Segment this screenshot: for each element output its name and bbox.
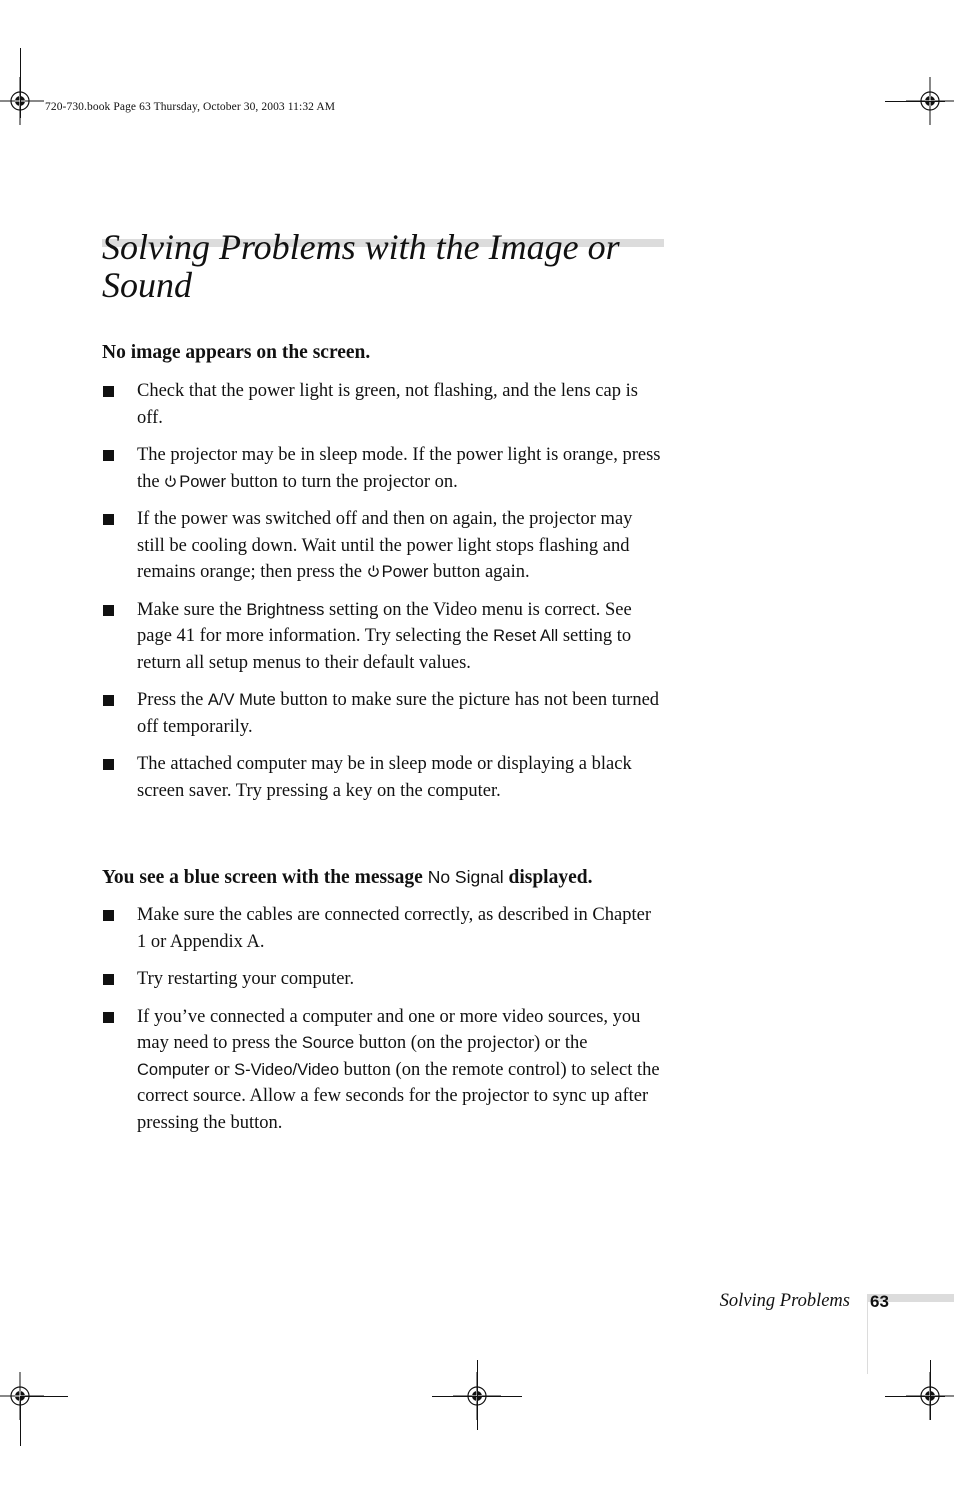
registration-mark-icon	[0, 77, 44, 125]
bullet-text: Make sure the	[137, 599, 247, 620]
power-button-label: Power	[179, 472, 227, 491]
crop-line	[885, 1396, 945, 1397]
bullet-list-no-signal	[102, 902, 664, 1147]
list-item	[102, 1004, 664, 1137]
list-item	[102, 751, 664, 804]
crop-line	[20, 1396, 68, 1397]
svideo-button-label: S-Video/Video	[234, 1060, 340, 1079]
bullet-square-icon	[103, 450, 114, 461]
bullet-text: The attached computer may be in sleep mode or displaying a black screen saver. Try pressing a key on the computer.	[137, 754, 632, 801]
bullet-text: button to make sure the picture has not been turned off temporarily.	[137, 690, 660, 737]
section-heading-no-image: No image appears on the screen.	[102, 342, 371, 363]
reset-all-setting-label: Reset All	[493, 627, 559, 645]
brightness-setting-label: Brightness	[246, 600, 325, 619]
bullet-text: setting on the Video menu is correct. See page 41 for more information. Try selecting the	[137, 599, 632, 646]
bullet-text: Try restarting your computer.	[137, 969, 355, 989]
crop-line	[20, 1396, 21, 1446]
power-icon	[367, 564, 380, 578]
bullet-square-icon	[103, 386, 114, 397]
list-item	[102, 506, 664, 586]
source-button-label: Source	[301, 1034, 355, 1052]
bullet-text: button again.	[428, 562, 530, 582]
list-item	[102, 687, 664, 740]
heading-text: displayed.	[503, 867, 593, 888]
bullet-square-icon	[103, 514, 114, 525]
crop-line	[930, 1360, 931, 1420]
bullet-square-icon	[103, 1012, 114, 1023]
power-button-label: Power	[381, 563, 429, 581]
bullet-list-no-image	[102, 378, 664, 815]
crop-line	[477, 1360, 478, 1430]
bullet-text: setting to return all setup menus to their default values.	[137, 626, 632, 673]
list-item	[102, 966, 664, 993]
bullet-square-icon	[103, 974, 114, 985]
crop-line	[20, 48, 21, 118]
footer-section-label: Solving Problems	[719, 1291, 850, 1311]
bullet-text: If the power was switched off and then on again, the projector may still be cooling down. Wait until the power light stops flashing and remains orange; then press the	[137, 509, 633, 582]
bullet-text: Press the	[137, 690, 208, 710]
bullet-text: Make sure the cables are connected correctly, as described in Chapter 1 or Appendix A.	[137, 905, 651, 952]
no-signal-message: No Signal	[427, 867, 504, 887]
bullet-text: The projector may be in sleep mode. If the power light is orange, press the	[137, 445, 661, 492]
computer-button-label: Computer	[137, 1060, 210, 1079]
list-item	[102, 442, 664, 495]
av-mute-button-label: A/V Mute	[207, 691, 276, 709]
heading-text: You see a blue screen with the message	[102, 867, 428, 888]
print-header: 720-730.book Page 63 Thursday, October 30, 2003 11:32 AM	[45, 101, 336, 113]
bullet-text: Check that the power light is green, not flashing, and the lens cap is off.	[137, 381, 638, 428]
list-item	[102, 597, 664, 677]
bullet-text: button to turn the projector on.	[226, 471, 458, 492]
footer-divider	[867, 1294, 868, 1374]
bullet-text: button (on the projector) or the	[354, 1033, 588, 1053]
bullet-text: button (on the remote control) to select the correct source. Allow a few seconds for the projector to sync up after pressing the button.	[137, 1059, 660, 1133]
bullet-square-icon	[103, 605, 114, 616]
crop-line	[885, 101, 945, 102]
power-icon	[164, 474, 177, 488]
page-title: Solving Problems with the Image or Sound	[102, 227, 620, 305]
section-heading-no-signal	[102, 865, 592, 890]
bullet-square-icon	[103, 695, 114, 706]
page-number: 63	[870, 1292, 889, 1311]
list-item	[102, 378, 664, 431]
bullet-square-icon	[103, 910, 114, 921]
bullet-square-icon	[103, 759, 114, 770]
bullet-text: or	[209, 1059, 235, 1080]
bullet-text: If you’ve connected a computer and one or more video sources, you may need to press the	[137, 1006, 641, 1053]
list-item	[102, 902, 664, 955]
